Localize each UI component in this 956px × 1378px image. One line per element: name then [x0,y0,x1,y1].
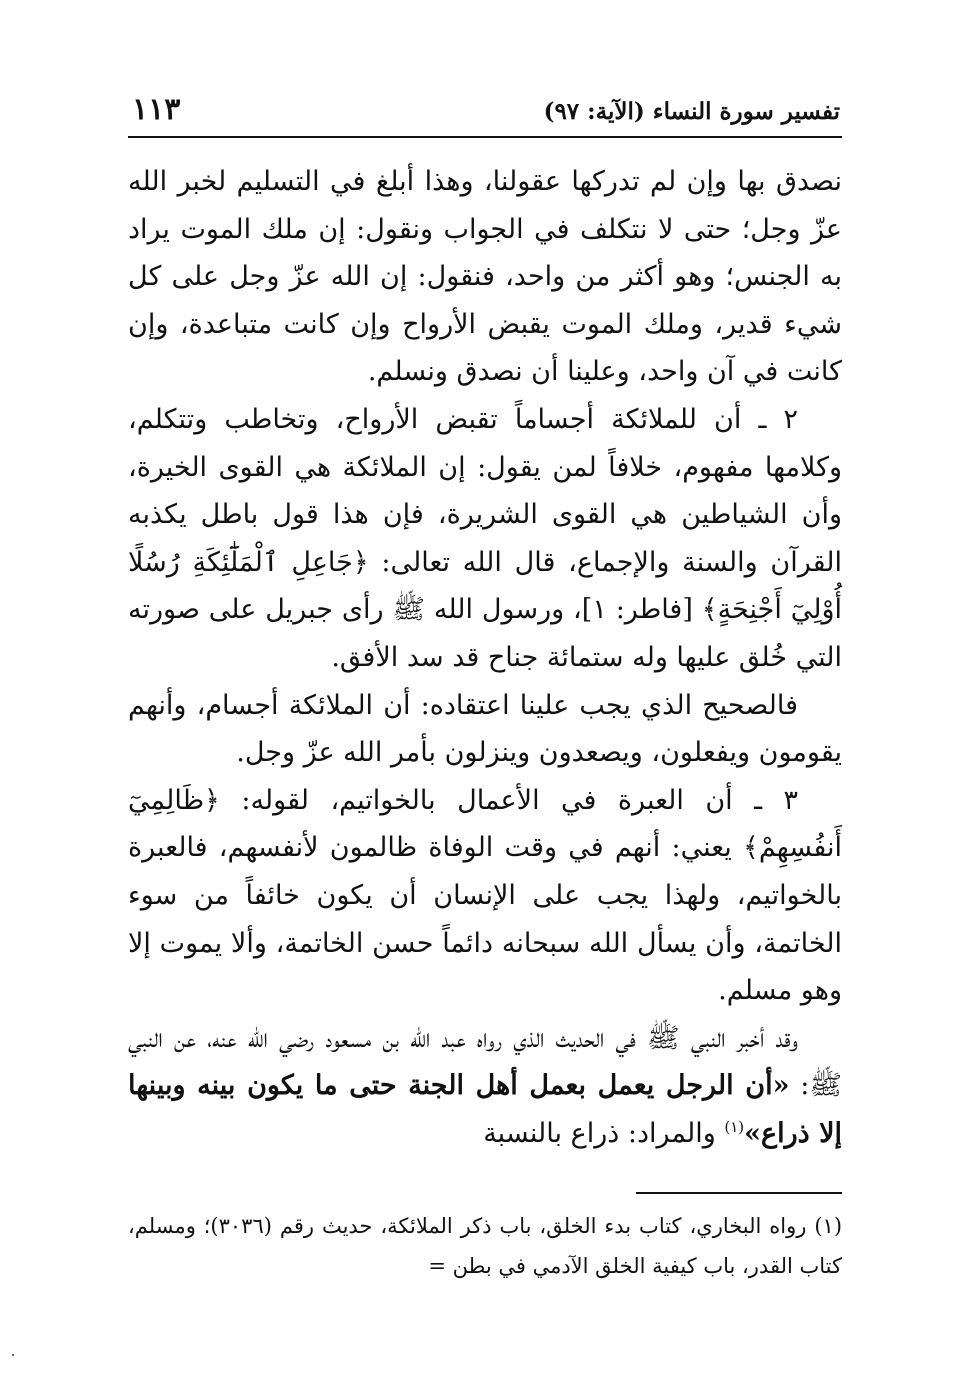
paragraph-4-text-a: ٣ ـ أن العبرة في الأعمال بالخواتيم، لقوله: [219,784,798,816]
footnote-rule [636,1192,842,1194]
footnotes [128,1206,842,1286]
header-rule [128,136,842,138]
paragraph-5-text-b: والمراد: ذراع بالنسبة [483,1117,725,1149]
paragraph-2 [128,396,842,682]
scan-speck [12,1354,14,1356]
paragraph-3-text: فالصحيح الذي يجب علينا اعتقاده: أن الملائكة أجسام، وأنهم يقومون ويفعلون، ويصعدون وينزلون بأمر الله عزّ وجل. [128,689,842,769]
running-title: تفسير سورة النساء (الآية: ٩٧) [543,98,840,125]
main-text [128,158,842,1157]
running-header [128,92,840,134]
paragraph-4 [128,777,842,1015]
page-number: ١١٣ [132,92,181,127]
paragraph-5-text-a: وقد أخبر النبي ﷺ في الحديث الذي رواه عبد الله بن مسعود رضي الله عنه، عن النبي ﷺ: [128,1022,842,1102]
footnote-reference: (١) [724,1117,745,1136]
quran-verse-nisa: ﴿ظَالِمِيٓ أَنفُسِهِمْ﴾ [128,784,842,864]
paragraph-2-text-a: ٢ ـ أن للملائكة أجساماً تقبض الأرواح، وتخاطب وتتكلم، وكلامها مفهوم، خلافاً لمن يقول: إن الملائكة هي القوى الخيرة، وأن الشياطين هي القوى الشريرة، فإن هذا قول باطل يكذبه القرآن والسنة والإجماع، قال الله تعالى: [128,403,842,578]
hadith-quote: «أن الرجل يعمل بعمل أهل الجنة حتى ما يكون بينه وبينها إلا ذراع» [128,1070,842,1149]
footnote-1: (١) رواه البخاري، كتاب بدء الخلق، باب ذكر الملائكة، حديث رقم (٣٠٣٦)؛ ومسلم، كتاب القدر، باب كيفية الخلق الآدمي في بطن = [128,1214,843,1278]
paragraph-3 [128,682,842,777]
quran-verse-fatir: ﴿جَاعِلِ ٱلْمَلَٰٓئِكَةِ رُسُلًا أُوْلِيٓ أَجْنِحَةٍ﴾ [128,546,842,626]
paragraph-2-text-b: [فاطر: ١]، ورسول الله ﷺ رأى جبريل على صورته التي خُلق عليها وله ستمائة جناح قد سد الأفق. [128,594,842,673]
paragraph-4-text-b: يعني: أنهم في وقت الوفاة ظالمون لأنفسهم، فالعبرة بالخواتيم، ولهذا يجب على الإنسان أن يكون خائفاً من سوء الخاتمة، وأن يسأل الله سبحانه دائماً حسن الخاتمة، وألا يموت إلا وهو مسلم. [128,832,842,1007]
paragraph-5 [128,1015,842,1158]
paragraph-1-text: نصدق بها وإن لم تدركها عقولنا، وهذا أبلغ في التسليم لخبر الله عزّ وجل؛ حتى لا نتكلف في الجواب ونقول: إن ملك الموت يراد به الجنس؛ وهو أكثر من واحد، فنقول: إن الله عزّ وجل على كل شيء قدير، وملك الموت يقبض الأرواح وإن كانت متباعدة، وإن كانت في آن واحد، وعلينا أن نصدق ونسلم. [128,166,842,388]
paragraph-1 [128,158,842,396]
